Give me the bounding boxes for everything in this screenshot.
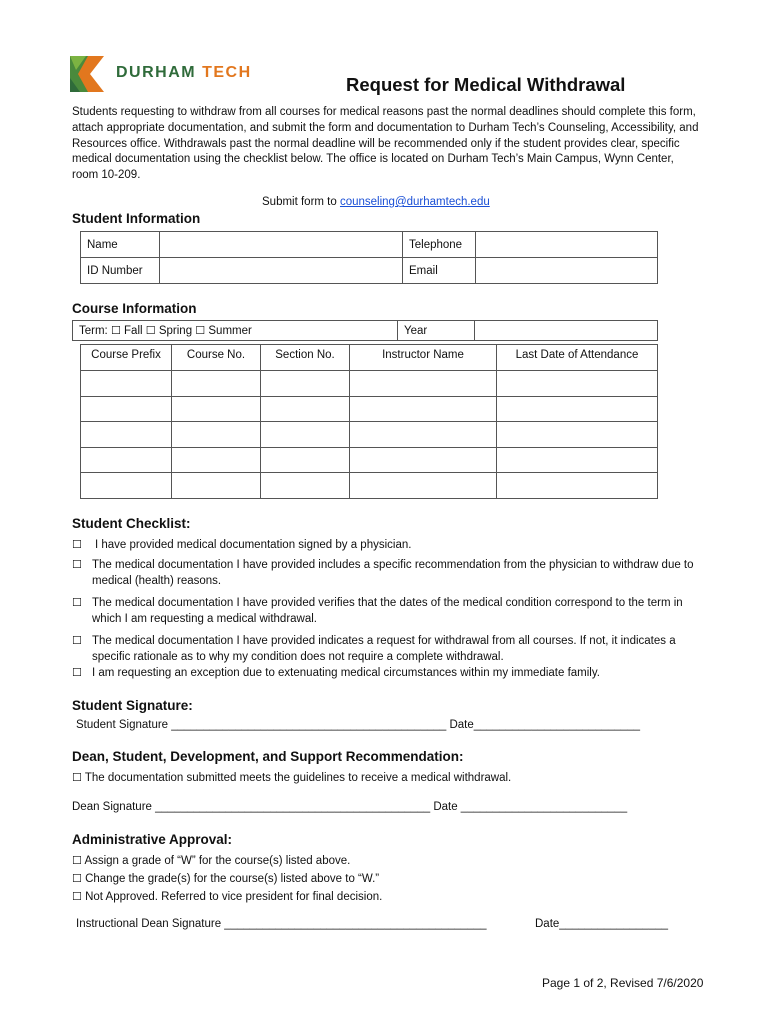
cell[interactable] bbox=[350, 396, 497, 422]
checklist-item bbox=[72, 557, 712, 589]
admin-option bbox=[72, 852, 382, 870]
page-footer: Page 1 of 2, Revised 7/6/2020 bbox=[542, 976, 704, 990]
email-label: Email bbox=[403, 258, 476, 284]
checklist-heading: Student Checklist: bbox=[72, 516, 191, 531]
cell[interactable] bbox=[81, 396, 172, 422]
summer-label: Summer bbox=[208, 325, 252, 337]
checklist-item bbox=[72, 633, 712, 665]
admin-option-text: Not Approved. Referred to vice president for final decision. bbox=[85, 891, 383, 903]
checklist-item-text: The medical documentation I have provided includes a specific recommendation from the physician to withdraw due to medical (health) reasons. bbox=[92, 559, 694, 587]
fall-checkbox[interactable]: ☐ bbox=[110, 324, 121, 337]
summer-checkbox[interactable]: ☐ bbox=[195, 324, 206, 337]
cell[interactable] bbox=[81, 422, 172, 448]
table-row bbox=[81, 396, 658, 422]
checklist-item bbox=[72, 537, 712, 553]
checkbox-icon[interactable]: ☐ bbox=[72, 890, 82, 903]
telephone-label: Telephone bbox=[403, 232, 476, 258]
checkbox-icon[interactable]: ☐ bbox=[72, 872, 82, 885]
signature-heading: Student Signature: bbox=[72, 698, 193, 713]
submit-instruction: Submit form to counseling@durhamtech.edu bbox=[262, 196, 490, 208]
cell[interactable] bbox=[497, 422, 658, 448]
cell[interactable] bbox=[172, 396, 261, 422]
checkbox-icon[interactable]: ☐ bbox=[72, 771, 82, 784]
cell[interactable] bbox=[261, 447, 350, 473]
cell[interactable] bbox=[81, 371, 172, 397]
cell[interactable] bbox=[497, 447, 658, 473]
checkbox-icon[interactable]: ☐ bbox=[72, 558, 82, 571]
cell[interactable] bbox=[172, 473, 261, 499]
col-course-prefix: Course Prefix bbox=[81, 345, 172, 371]
student-info-table bbox=[80, 231, 658, 284]
term-cell bbox=[73, 321, 398, 341]
cell[interactable] bbox=[497, 473, 658, 499]
year-field[interactable] bbox=[475, 321, 658, 341]
checklist-item-text: The medical documentation I have provided verifies that the dates of the medical condition correspond to the term in which I am requesting a medical withdrawal. bbox=[92, 597, 683, 625]
admin-options bbox=[72, 852, 382, 906]
cell[interactable] bbox=[261, 371, 350, 397]
id-number-label: ID Number bbox=[81, 258, 160, 284]
spring-label: Spring bbox=[158, 325, 193, 337]
table-row bbox=[81, 422, 658, 448]
admin-option bbox=[72, 888, 382, 906]
student-info-heading: Student Information bbox=[72, 211, 201, 226]
checklist-item-text: The medical documentation I have provided indicates a request for withdrawal from all courses. If not, it indicates a specific rationale as to why my condition does not require a complete withdrawal. bbox=[92, 635, 676, 663]
id-number-field[interactable] bbox=[160, 258, 403, 284]
checkbox-icon[interactable]: ☐ bbox=[72, 666, 82, 679]
intro-paragraph: Students requesting to withdraw from all courses for medical reasons past the normal deadlines should complete this form, attach appropriate documentation, and submit the form and documentation to Durham Tech’s Counseling, Accessibility, and Resources office. Withdrawals past the normal deadline will be recommended only if the student provides clear, specific medical documentation using the checklist below. The office is located on Durham Tech’s Main Campus, Wynn Center, room 10-209. bbox=[72, 106, 699, 182]
checkbox-icon[interactable]: ☐ bbox=[72, 538, 82, 551]
cell[interactable] bbox=[497, 371, 658, 397]
logo-wordmark: DURHAM TECH bbox=[116, 64, 252, 81]
logo-mark-icon bbox=[70, 56, 106, 92]
cell[interactable] bbox=[350, 473, 497, 499]
cell[interactable] bbox=[172, 422, 261, 448]
durham-tech-logo bbox=[70, 56, 290, 92]
table-row bbox=[81, 473, 658, 499]
checkbox-icon[interactable]: ☐ bbox=[72, 634, 82, 647]
counseling-email-link[interactable]: counseling@durhamtech.edu bbox=[339, 196, 490, 208]
cell[interactable] bbox=[350, 447, 497, 473]
checkbox-icon[interactable]: ☐ bbox=[72, 596, 82, 609]
cell[interactable] bbox=[350, 371, 497, 397]
name-label: Name bbox=[81, 232, 160, 258]
cell[interactable] bbox=[172, 447, 261, 473]
cell[interactable] bbox=[350, 422, 497, 448]
col-section-no: Section No. bbox=[261, 345, 350, 371]
course-table bbox=[80, 344, 658, 499]
cell[interactable] bbox=[261, 422, 350, 448]
instructional-dean-date-line[interactable]: Date_________________ bbox=[535, 918, 669, 930]
student-signature-line[interactable]: Student Signature ___________________________________________ Date__________________________ bbox=[76, 719, 641, 731]
term-label: Term: bbox=[79, 325, 108, 337]
telephone-field[interactable] bbox=[476, 232, 658, 258]
cell[interactable] bbox=[261, 473, 350, 499]
dean-heading: Dean, Student, Development, and Support Recommendation: bbox=[72, 749, 464, 764]
admin-option-text: Change the grade(s) for the course(s) listed above to “W.” bbox=[85, 873, 380, 885]
checkbox-icon[interactable]: ☐ bbox=[72, 854, 82, 867]
course-info-heading: Course Information bbox=[72, 301, 197, 316]
instructional-dean-signature-line[interactable]: Instructional Dean Signature _________________________________________ bbox=[76, 918, 487, 930]
email-field[interactable] bbox=[476, 258, 658, 284]
col-instructor-name: Instructor Name bbox=[350, 345, 497, 371]
admin-option bbox=[72, 870, 382, 888]
spring-checkbox[interactable]: ☐ bbox=[145, 324, 156, 337]
table-row bbox=[81, 447, 658, 473]
dean-item-text: The documentation submitted meets the guidelines to receive a medical withdrawal. bbox=[84, 772, 512, 784]
name-field[interactable] bbox=[160, 232, 403, 258]
cell[interactable] bbox=[497, 396, 658, 422]
cell[interactable] bbox=[81, 473, 172, 499]
cell[interactable] bbox=[261, 396, 350, 422]
term-table bbox=[72, 320, 658, 341]
col-course-no: Course No. bbox=[172, 345, 261, 371]
checklist bbox=[72, 537, 712, 681]
dean-signature-line[interactable]: Dean Signature ___________________________________________ Date __________________________ bbox=[72, 801, 628, 813]
cell[interactable] bbox=[172, 371, 261, 397]
checklist-item bbox=[72, 595, 712, 627]
admin-option-text: Assign a grade of “W” for the course(s) listed above. bbox=[84, 855, 351, 867]
table-row bbox=[81, 371, 658, 397]
col-last-date: Last Date of Attendance bbox=[497, 345, 658, 371]
fall-label: Fall bbox=[124, 325, 143, 337]
dean-checklist-item bbox=[72, 771, 511, 784]
page-title: Request for Medical Withdrawal bbox=[346, 74, 626, 95]
checklist-item bbox=[72, 665, 712, 681]
checklist-item-text: I have provided medical documentation signed by a physician. bbox=[95, 539, 412, 551]
admin-heading: Administrative Approval: bbox=[72, 832, 233, 847]
year-label: Year bbox=[398, 321, 475, 341]
cell[interactable] bbox=[81, 447, 172, 473]
checklist-item-text: I am requesting an exception due to extenuating medical circumstances within my immediate family. bbox=[92, 667, 600, 679]
